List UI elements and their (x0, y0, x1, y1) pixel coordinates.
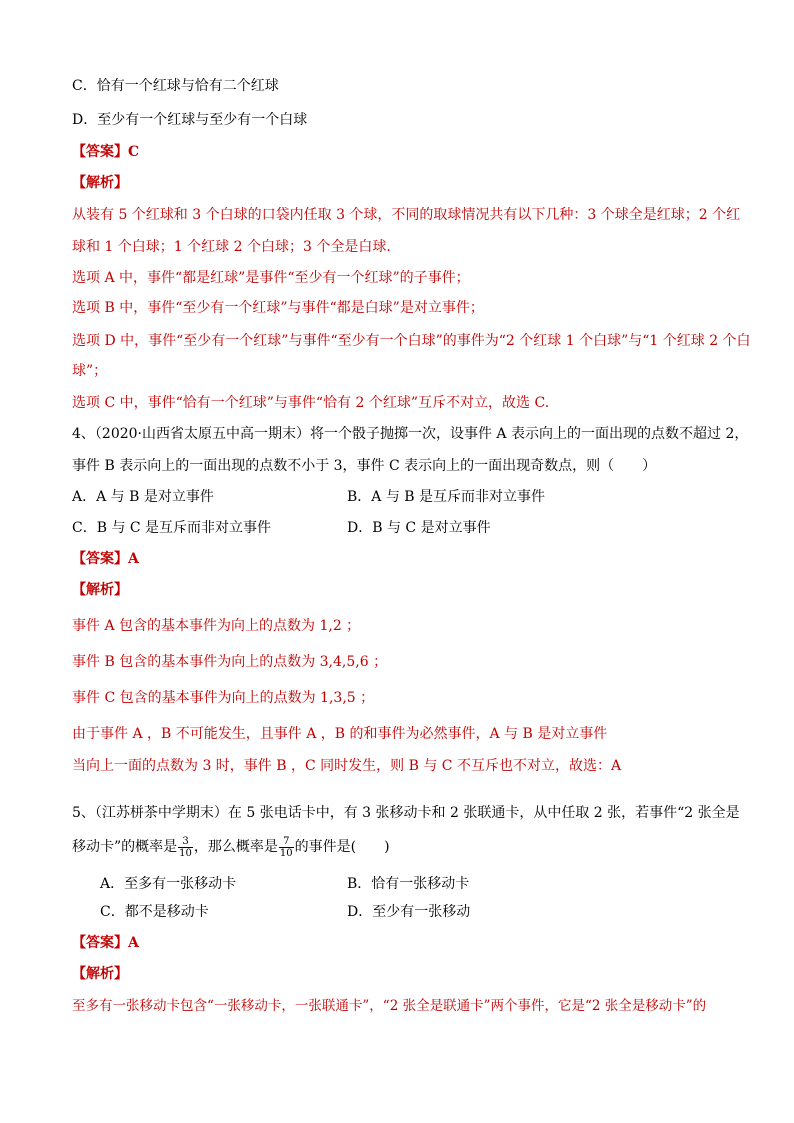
q4-analysis-label: 【解析】 (72, 582, 128, 598)
q5-stem-mid: ，那么概率是 (193, 839, 278, 855)
q5-stem-line-2 (72, 834, 390, 860)
q4-option-d: D．B 与 C 是对立事件 (347, 520, 491, 536)
q3-option-d: D．至少有一个红球与至少有一个白球 (72, 112, 308, 128)
q5-stem-pre: 移动卡”的概率是 (72, 839, 178, 855)
q3-analysis-line-4: 选项 B 中，事件“至少有一个红球”与事件“都是白球”是对立事件； (72, 300, 484, 316)
q3-analysis-label: 【解析】 (72, 175, 128, 191)
q5-stem-post: 的事件是( ) (294, 839, 390, 855)
q4-answer: 【答案】A (72, 551, 139, 567)
fraction-seven-tenths (279, 836, 294, 859)
q5-stem-line-1: 5、（江苏栟茶中学期末）在 5 张电话卡中，有 3 张移动卡和 2 张联通卡，从中任取 2 张，若事件“2 张全是 (72, 805, 740, 821)
q5-option-a: A．至多有一张移动卡 (100, 876, 237, 892)
q3-analysis-line-1: 从装有 5 个红球和 3 个白球的口袋内任取 3 个球，不同的取球情况共有以下几种：3 个球全是红球；2 个红 (72, 207, 741, 223)
fraction-denominator: 10 (179, 847, 192, 859)
q5-answer: 【答案】A (72, 935, 139, 951)
q3-option-c: C．恰有一个红球与恰有二个红球 (72, 78, 279, 94)
fraction-denominator: 10 (279, 847, 293, 859)
q4-option-a: A．A 与 B 是对立事件 (72, 489, 214, 505)
q3-analysis-line-2: 球和 1 个白球；1 个红球 2 个白球；3 个全是白球. (72, 239, 391, 255)
q5-analysis-label: 【解析】 (72, 966, 128, 982)
fraction-three-tenths (178, 836, 193, 859)
q5-option-c: C．都不是移动卡 (100, 904, 209, 920)
q4-analysis-line-2: 事件 B 包含的基本事件为向上的点数为 3,4,5,6 ； (72, 654, 388, 670)
q3-analysis-line-7: 选项 C 中，事件“恰有一个红球”与事件“恰有 2 个红球”互斥不对立，故选 C. (72, 395, 550, 411)
q3-answer: 【答案】C (72, 144, 140, 160)
q4-option-c: C．B 与 C 是互斥而非对立事件 (72, 520, 272, 536)
q3-analysis-line-5: 选项 D 中，事件“至少有一个红球”与事件“至少有一个白球”的事件为“2 个红球 1 个白球”与“1 个红球 2 个白 (72, 333, 751, 349)
q5-analysis-line-1: 至多有一张移动卡包含“一张移动卡，一张联通卡”，“2 张全是联通卡”两个事件，它是“2 张全是移动卡”的 (72, 998, 707, 1014)
q4-analysis-line-5: 当向上一面的点数为 3 时，事件 B ，C 同时发生，则 B 与 C 不互斥也不对立，故选：A (72, 758, 622, 774)
q5-option-b: B．恰有一张移动卡 (347, 876, 470, 892)
fraction-numerator: 7 (279, 836, 294, 848)
q3-analysis-line-3: 选项 A 中，事件“都是红球”是事件“至少有一个红球”的子事件； (72, 270, 470, 286)
q5-option-d: D．至少有一张移动 (347, 904, 471, 920)
q4-stem-line-1: 4、（2020·山西省太原五中高一期末）将一个骰子抛掷一次，设事件 A 表示向上的一面出现的点数不超过 2， (72, 426, 749, 442)
q4-option-b: B．A 与 B 是互斥而非对立事件 (347, 489, 546, 505)
q3-analysis-line-6: 球”； (72, 363, 108, 379)
q4-stem-line-2: 事件 B 表示向上的一面出现的点数不小于 3，事件 C 表示向上的一面出现奇数点，则（ ） (72, 458, 657, 474)
q4-analysis-line-4: 由于事件 A ，B 不可能发生，且事件 A ，B 的和事件为必然事件，A 与 B 是对立事件 (72, 726, 608, 742)
q4-analysis-line-3: 事件 C 包含的基本事件为向上的点数为 1,3,5 ； (72, 690, 375, 706)
q4-analysis-line-1: 事件 A 包含的基本事件为向上的点数为 1,2 ； (72, 618, 361, 634)
fraction-numerator: 3 (178, 836, 193, 848)
